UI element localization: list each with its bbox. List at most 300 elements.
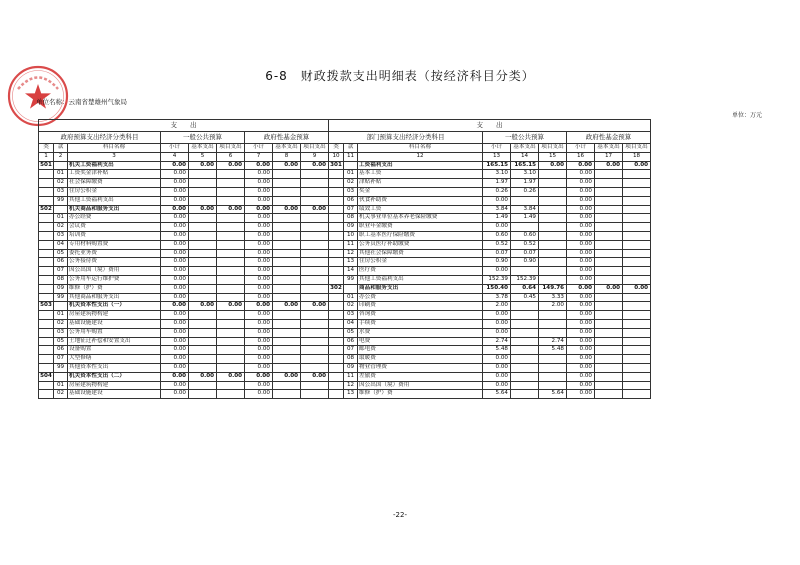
left-row-lei: [39, 311, 54, 320]
left-row-general-project: [217, 293, 245, 302]
left-row-fund-total: 0.00: [245, 363, 273, 372]
col-project: 项目支出: [217, 144, 245, 153]
left-row-fund-project: [301, 337, 329, 346]
left-row-lei: [39, 249, 54, 258]
left-row-kuan: 99: [54, 363, 68, 372]
left-row-fund-total: 0.00: [245, 267, 273, 276]
right-row-kuan: 09: [344, 363, 358, 372]
right-row-general-total: 152.39: [483, 275, 511, 284]
right-row-general-total: 0.00: [483, 319, 511, 328]
col-project: 项目支出: [301, 144, 329, 153]
table-row: [39, 355, 651, 364]
left-row-fund-total: 0.00: [245, 302, 273, 311]
left-row-general-project: [217, 355, 245, 364]
right-row-general-project: [539, 267, 567, 276]
col-project: 项目支出: [623, 144, 651, 153]
right-row-fund-project: [623, 293, 651, 302]
right-row-fund-basic: [595, 346, 623, 355]
left-row-item-name: 公务用车购置: [68, 328, 161, 337]
right-row-fund-basic: [595, 231, 623, 240]
table-row: [39, 258, 651, 267]
left-row-general-basic: [189, 196, 217, 205]
col-total: 小计: [567, 144, 595, 153]
right-row-general-basic: [511, 302, 539, 311]
right-row-fund-project: [623, 328, 651, 337]
right-row-kuan: 05: [344, 328, 358, 337]
right-row-general-basic: [511, 372, 539, 381]
left-row-general-project: [217, 311, 245, 320]
left-row-item-name: 会议费: [68, 223, 161, 232]
left-row-fund-project: [301, 196, 329, 205]
right-row-item-name: 公务员医疗补助缴费: [358, 240, 483, 249]
right-row-general-total: 165.15: [483, 161, 511, 170]
right-row-fund-basic: [595, 179, 623, 188]
left-row-fund-project: [301, 390, 329, 399]
right-row-fund-project: [623, 346, 651, 355]
right-row-fund-total: 0.00: [567, 328, 595, 337]
left-row-kuan: 02: [54, 390, 68, 399]
left-row-fund-project: 0.00: [301, 161, 329, 170]
left-row-lei: [39, 240, 54, 249]
right-row-fund-total: 0.00: [567, 196, 595, 205]
table-row: [39, 275, 651, 284]
right-row-general-project: [539, 179, 567, 188]
left-row-kuan: 03: [54, 231, 68, 240]
right-row-fund-basic: [595, 258, 623, 267]
left-row-lei: [39, 355, 54, 364]
left-row-fund-basic: [273, 337, 301, 346]
left-row-lei: [39, 196, 54, 205]
col-number: 13: [483, 152, 511, 161]
right-row-general-basic: [511, 363, 539, 372]
left-row-general-basic: [189, 284, 217, 293]
right-row-general-basic: 0.07: [511, 249, 539, 258]
left-row-general-total: 0.00: [161, 240, 189, 249]
col-number: 17: [595, 152, 623, 161]
left-row-kuan: 99: [54, 196, 68, 205]
col-name: 科目名称: [358, 144, 483, 153]
right-row-kuan: 08: [344, 355, 358, 364]
table-row: [39, 390, 651, 399]
col-kuan: 款: [54, 144, 68, 153]
left-row-lei: [39, 363, 54, 372]
right-row-kuan: 01: [344, 293, 358, 302]
column-number-row: [39, 152, 651, 161]
left-row-item-name: 大型修缮: [68, 355, 161, 364]
right-row-fund-basic: 0.00: [595, 284, 623, 293]
left-row-item-name: 机关工资福利支出: [68, 161, 161, 170]
right-row-fund-total: 0.00: [567, 231, 595, 240]
table-row: [39, 214, 651, 223]
col-name: 科目名称: [68, 144, 161, 153]
right-row-lei: [329, 355, 344, 364]
left-row-general-basic: 0.00: [189, 372, 217, 381]
table-row: [39, 240, 651, 249]
left-row-kuan: 06: [54, 346, 68, 355]
right-row-general-total: 0.00: [483, 372, 511, 381]
right-row-general-basic: [511, 346, 539, 355]
col-kuan: 款: [344, 144, 358, 153]
left-row-lei: [39, 231, 54, 240]
left-row-general-project: [217, 346, 245, 355]
right-row-fund-total: 0.00: [567, 311, 595, 320]
col-basic: 基本支出: [595, 144, 623, 153]
left-row-general-project: [217, 231, 245, 240]
left-row-item-name: 机关商品和服务支出: [68, 205, 161, 214]
left-row-general-total: 0.00: [161, 267, 189, 276]
left-row-fund-basic: [273, 170, 301, 179]
right-row-lei: [329, 381, 344, 390]
left-row-kuan: 09: [54, 284, 68, 293]
right-row-fund-basic: [595, 319, 623, 328]
right-row-fund-project: [623, 363, 651, 372]
right-row-item-name: 奖金: [358, 187, 483, 196]
right-row-general-total: 1.49: [483, 214, 511, 223]
right-row-lei: [329, 302, 344, 311]
right-row-general-basic: [511, 267, 539, 276]
right-row-general-project: [539, 223, 567, 232]
page-title: 6-8 财政拨款支出明细表（按经济科目分类）: [265, 69, 535, 83]
left-row-fund-project: [301, 231, 329, 240]
right-row-general-project: [539, 249, 567, 258]
right-row-lei: [329, 275, 344, 284]
left-row-general-basic: [189, 258, 217, 267]
left-fund-budget-header: 政府性基金预算: [245, 132, 329, 144]
left-row-fund-basic: [273, 223, 301, 232]
left-row-general-total: 0.00: [161, 231, 189, 240]
right-row-general-basic: 1.97: [511, 179, 539, 188]
right-row-lei: 301: [329, 161, 344, 170]
right-row-fund-total: 0.00: [567, 187, 595, 196]
right-row-kuan: 12: [344, 249, 358, 258]
left-row-lei: [39, 328, 54, 337]
left-row-general-basic: [189, 214, 217, 223]
right-row-fund-basic: [595, 302, 623, 311]
right-row-item-name: 机关事业单位基本养老保险缴费: [358, 214, 483, 223]
left-row-item-name: 因公出国（境）费用: [68, 267, 161, 276]
col-total: 小计: [483, 144, 511, 153]
right-row-fund-total: 0.00: [567, 205, 595, 214]
left-row-lei: [39, 258, 54, 267]
left-row-fund-project: [301, 267, 329, 276]
right-row-fund-basic: [595, 381, 623, 390]
right-row-fund-project: [623, 381, 651, 390]
right-row-lei: [329, 187, 344, 196]
right-row-general-basic: [511, 196, 539, 205]
left-row-fund-total: 0.00: [245, 390, 273, 399]
right-row-fund-project: [623, 223, 651, 232]
left-row-kuan: [54, 205, 68, 214]
right-row-general-project: [539, 258, 567, 267]
table-row: [39, 187, 651, 196]
left-row-item-name: 委托业务费: [68, 249, 161, 258]
col-number: 14: [511, 152, 539, 161]
left-row-fund-total: 0.00: [245, 223, 273, 232]
col-total: 小计: [245, 144, 273, 153]
right-row-item-name: 工资福利支出: [358, 161, 483, 170]
right-row-kuan: 12: [344, 381, 358, 390]
right-row-item-name: 咨询费: [358, 311, 483, 320]
right-row-fund-total: 0.00: [567, 363, 595, 372]
right-row-kuan: 02: [344, 179, 358, 188]
table-row: [39, 205, 651, 214]
left-row-general-basic: [189, 293, 217, 302]
left-row-general-basic: [189, 363, 217, 372]
left-row-fund-project: [301, 311, 329, 320]
right-row-fund-total: 0.00: [567, 302, 595, 311]
table-row: [39, 170, 651, 179]
left-row-kuan: 01: [54, 170, 68, 179]
right-section-header: 支 出: [329, 120, 651, 132]
right-row-lei: [329, 205, 344, 214]
col-number: 12: [358, 152, 483, 161]
left-row-general-project: [217, 328, 245, 337]
right-row-fund-total: 0.00: [567, 258, 595, 267]
right-row-fund-basic: [595, 337, 623, 346]
right-row-fund-total: 0.00: [567, 275, 595, 284]
right-row-kuan: 09: [344, 223, 358, 232]
right-row-item-name: 取暖费: [358, 355, 483, 364]
left-row-kuan: [54, 302, 68, 311]
left-row-fund-project: 0.00: [301, 205, 329, 214]
right-row-general-total: 3.84: [483, 205, 511, 214]
left-row-fund-total: 0.00: [245, 161, 273, 170]
right-row-item-name: 绩效工资: [358, 205, 483, 214]
col-number: 4: [161, 152, 189, 161]
left-row-fund-total: 0.00: [245, 381, 273, 390]
right-row-fund-total: 0.00: [567, 381, 595, 390]
right-row-lei: [329, 258, 344, 267]
left-row-general-basic: [189, 319, 217, 328]
table-row: [39, 372, 651, 381]
left-row-general-project: [217, 196, 245, 205]
left-row-lei: [39, 214, 54, 223]
right-row-general-basic: [511, 319, 539, 328]
right-row-kuan: 03: [344, 187, 358, 196]
table-row: [39, 363, 651, 372]
left-row-general-project: 0.00: [217, 205, 245, 214]
sub-header-row: [39, 144, 651, 153]
right-row-lei: [329, 170, 344, 179]
table-row: [39, 249, 651, 258]
right-row-item-name: 职业年金缴费: [358, 223, 483, 232]
left-row-general-basic: [189, 346, 217, 355]
right-row-general-project: 3.33: [539, 293, 567, 302]
right-row-item-name: 电费: [358, 337, 483, 346]
right-row-kuan: 99: [344, 275, 358, 284]
right-row-general-basic: [511, 390, 539, 399]
right-row-item-name: 办公费: [358, 293, 483, 302]
left-row-general-project: [217, 214, 245, 223]
left-row-general-basic: [189, 231, 217, 240]
left-row-fund-basic: [273, 196, 301, 205]
left-row-fund-total: 0.00: [245, 328, 273, 337]
left-row-fund-total: 0.00: [245, 355, 273, 364]
left-row-general-total: 0.00: [161, 390, 189, 399]
expenditure-table: [38, 119, 651, 399]
right-row-general-basic: 3.84: [511, 205, 539, 214]
left-row-item-name: 其他工资福利支出: [68, 196, 161, 205]
left-row-general-basic: [189, 223, 217, 232]
right-row-fund-project: [623, 187, 651, 196]
left-row-kuan: 02: [54, 179, 68, 188]
left-row-fund-total: 0.00: [245, 372, 273, 381]
right-row-item-name: 其他社会保障缴费: [358, 249, 483, 258]
left-row-general-total: 0.00: [161, 293, 189, 302]
left-row-general-basic: [189, 275, 217, 284]
right-row-general-total: 0.00: [483, 223, 511, 232]
col-basic: 基本支出: [511, 144, 539, 153]
right-row-fund-project: [623, 214, 651, 223]
right-row-general-total: 0.60: [483, 231, 511, 240]
right-row-fund-total: 0.00: [567, 179, 595, 188]
right-row-fund-basic: [595, 170, 623, 179]
left-row-fund-basic: [273, 275, 301, 284]
left-row-general-project: [217, 179, 245, 188]
right-row-general-total: 0.52: [483, 240, 511, 249]
table-row: [39, 346, 651, 355]
right-row-fund-project: [623, 249, 651, 258]
left-row-fund-project: [301, 240, 329, 249]
left-row-fund-total: 0.00: [245, 337, 273, 346]
table-row: [39, 267, 651, 276]
left-row-fund-project: [301, 170, 329, 179]
right-row-fund-total: 0.00: [567, 161, 595, 170]
right-row-fund-project: [623, 337, 651, 346]
right-row-lei: [329, 346, 344, 355]
table-row: [39, 231, 651, 240]
left-row-general-project: [217, 275, 245, 284]
right-row-fund-project: [623, 372, 651, 381]
left-row-general-basic: [189, 170, 217, 179]
col-number: 7: [245, 152, 273, 161]
right-row-general-project: [539, 328, 567, 337]
left-row-general-total: 0.00: [161, 196, 189, 205]
right-row-general-project: [539, 381, 567, 390]
col-number: 2: [54, 152, 68, 161]
left-row-lei: 502: [39, 205, 54, 214]
left-row-kuan: 06: [54, 258, 68, 267]
right-row-general-total: 0.90: [483, 258, 511, 267]
right-row-fund-basic: 0.00: [595, 161, 623, 170]
right-row-item-name: 医疗费: [358, 267, 483, 276]
left-row-lei: 504: [39, 372, 54, 381]
left-row-general-basic: [189, 179, 217, 188]
left-row-kuan: 01: [54, 311, 68, 320]
col-number: 1: [39, 152, 54, 161]
left-row-kuan: 05: [54, 249, 68, 258]
left-row-kuan: 01: [54, 214, 68, 223]
left-row-item-name: 公务用车运行维护费: [68, 275, 161, 284]
left-row-general-total: 0.00: [161, 337, 189, 346]
col-lei: 类: [329, 144, 344, 153]
right-row-general-total: 0.00: [483, 328, 511, 337]
right-row-general-basic: 3.10: [511, 170, 539, 179]
right-row-kuan: [344, 284, 358, 293]
left-row-fund-project: [301, 293, 329, 302]
col-number: 6: [217, 152, 245, 161]
left-row-general-basic: 0.00: [189, 302, 217, 311]
right-row-lei: [329, 319, 344, 328]
left-row-fund-total: 0.00: [245, 240, 273, 249]
right-row-general-total: 3.10: [483, 170, 511, 179]
left-row-kuan: 02: [54, 223, 68, 232]
right-row-lei: [329, 231, 344, 240]
left-row-item-name: 维修（护）费: [68, 284, 161, 293]
right-row-general-project: [539, 275, 567, 284]
right-row-fund-total: 0.00: [567, 240, 595, 249]
table-row: [39, 311, 651, 320]
right-row-fund-basic: [595, 390, 623, 399]
left-row-fund-project: 0.00: [301, 302, 329, 311]
right-row-fund-basic: [595, 355, 623, 364]
right-row-lei: [329, 214, 344, 223]
left-row-fund-project: [301, 381, 329, 390]
right-row-lei: [329, 196, 344, 205]
left-row-fund-basic: 0.00: [273, 205, 301, 214]
right-row-general-total: 2.00: [483, 302, 511, 311]
right-row-general-basic: [511, 355, 539, 364]
left-row-item-name: 社会保障缴费: [68, 179, 161, 188]
left-row-general-total: 0.00: [161, 372, 189, 381]
right-row-item-name: 商品和服务支出: [358, 284, 483, 293]
right-row-fund-project: [623, 267, 651, 276]
left-row-general-total: 0.00: [161, 214, 189, 223]
table-row: [39, 302, 651, 311]
left-section-header: 支 出: [39, 120, 329, 132]
left-row-kuan: [54, 161, 68, 170]
right-row-lei: [329, 328, 344, 337]
right-row-item-name: 伙食补助费: [358, 196, 483, 205]
right-row-fund-project: 0.00: [623, 161, 651, 170]
left-row-fund-total: 0.00: [245, 170, 273, 179]
left-row-general-total: 0.00: [161, 311, 189, 320]
left-row-general-project: [217, 258, 245, 267]
right-row-general-project: [539, 187, 567, 196]
left-row-fund-total: 0.00: [245, 196, 273, 205]
right-row-lei: [329, 311, 344, 320]
right-row-fund-project: [623, 179, 651, 188]
left-row-fund-basic: [273, 249, 301, 258]
right-row-fund-project: [623, 355, 651, 364]
right-row-fund-basic: [595, 311, 623, 320]
left-row-fund-basic: [273, 346, 301, 355]
left-row-general-basic: [189, 328, 217, 337]
left-row-fund-basic: [273, 214, 301, 223]
right-general-budget-header: 一般公共预算: [483, 132, 567, 144]
table-row: [39, 223, 651, 232]
right-row-general-total: 5.48: [483, 346, 511, 355]
right-row-kuan: [344, 161, 358, 170]
right-row-fund-basic: [595, 187, 623, 196]
left-row-item-name: 工资奖金津补贴: [68, 170, 161, 179]
right-row-item-name: 邮电费: [358, 346, 483, 355]
left-row-general-project: [217, 363, 245, 372]
right-row-general-project: [539, 205, 567, 214]
left-row-general-project: [217, 267, 245, 276]
left-row-fund-project: [301, 214, 329, 223]
left-row-fund-basic: [273, 187, 301, 196]
left-row-general-project: [217, 381, 245, 390]
left-row-kuan: 05: [54, 337, 68, 346]
left-row-kuan: 01: [54, 381, 68, 390]
right-category-header: 部门预算支出经济分类科目: [329, 132, 483, 144]
left-row-kuan: 08: [54, 275, 68, 284]
left-row-fund-project: [301, 275, 329, 284]
right-row-item-name: 基本工资: [358, 170, 483, 179]
right-row-general-basic: [511, 311, 539, 320]
right-row-general-project: 2.74: [539, 337, 567, 346]
